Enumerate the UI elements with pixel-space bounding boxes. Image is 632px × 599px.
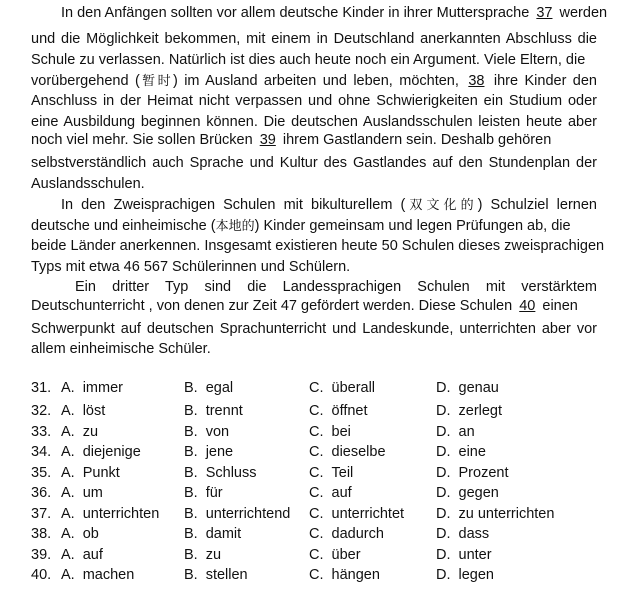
question-row xyxy=(31,524,611,544)
option-b[interactable]: B. zu xyxy=(184,547,222,563)
question-number: 36. xyxy=(31,485,52,501)
option-c[interactable]: C. bei xyxy=(309,424,351,440)
passage-line-4: vorübergehend (暂时) im Ausland arbeiten und leben, möchten, 38 ihre Kinder den xyxy=(31,73,597,89)
passage-line-1: In den Anfängen sollten vor allem deutsche Kinder in ihrer Muttersprache 37 werden xyxy=(61,5,608,21)
option-d[interactable]: D. Prozent xyxy=(436,465,509,481)
option-c[interactable]: C. öffnet xyxy=(309,403,368,419)
passage-line-11: deutsche und einheimische (本地的) Kinder gemeinsam und legen Prüfungen ab, die xyxy=(31,218,571,234)
option-d[interactable]: D. zerlegt xyxy=(436,403,503,419)
option-a[interactable]: A. diejenige xyxy=(61,444,141,460)
option-a[interactable]: A. auf xyxy=(61,547,103,563)
question-number: 32. xyxy=(31,403,52,419)
question-number: 31. xyxy=(31,380,52,396)
question-row xyxy=(31,545,611,565)
passage-line-3: Schule zu verlassen. Natürlich ist dies auch heute noch ein Argument. Viele Eltern, die xyxy=(31,52,586,68)
blank-37: 37 xyxy=(536,5,553,21)
option-b[interactable]: B. damit xyxy=(184,526,242,542)
option-c[interactable]: C. über xyxy=(309,547,361,563)
question-number: 33. xyxy=(31,424,52,440)
blank-38: 38 xyxy=(468,73,485,89)
option-c[interactable]: C. dieselbe xyxy=(309,444,386,460)
option-a[interactable]: A. zu xyxy=(61,424,99,440)
option-a[interactable]: A. um xyxy=(61,485,103,501)
passage-line-16: Schwerpunkt auf deutschen Sprachunterricht und Landeskunde, unterrichten aber vor xyxy=(31,321,597,337)
question-row xyxy=(31,401,611,421)
option-b[interactable]: B. Schluss xyxy=(184,465,257,481)
question-row xyxy=(31,463,611,483)
option-d[interactable]: D. legen xyxy=(436,567,494,583)
passage-line-14: Ein dritter Typ sind die Landessprachigen Schulen mit verstärktem xyxy=(75,279,597,295)
passage-line-2: und die Möglichkeit bekommen, mit einem in Deutschland anerkannten Abschluss die xyxy=(31,31,597,47)
option-c[interactable]: C. Teil xyxy=(309,465,354,481)
question-number: 35. xyxy=(31,465,52,481)
passage-line-6: eine Ausbildung beginnen können. Die deutschen Auslandsschulen leisten heute aber xyxy=(31,114,597,130)
option-d[interactable]: D. unter xyxy=(436,547,492,563)
option-d[interactable]: D. genau xyxy=(436,380,499,396)
passage-line-9: Auslandsschulen. xyxy=(31,176,145,192)
question-number: 34. xyxy=(31,444,52,460)
option-d[interactable]: D. zu unterrichten xyxy=(436,506,555,522)
option-c[interactable]: C. überall xyxy=(309,380,376,396)
passage-line-10: In den Zweisprachigen Schulen mit bikulturellem (双文化的) Schulziel lernen xyxy=(61,197,597,213)
option-a[interactable]: A. Punkt xyxy=(61,465,120,481)
option-c[interactable]: C. unterrichtet xyxy=(309,506,405,522)
option-b[interactable]: B. egal xyxy=(184,380,234,396)
option-b[interactable]: B. von xyxy=(184,424,230,440)
question-number: 38. xyxy=(31,526,52,542)
question-number: 39. xyxy=(31,547,52,563)
passage-line-5: Anschluss in der Heimat nicht verpassen und ohne Schwierigkeiten ein Studium oder xyxy=(31,93,597,109)
chinese-gloss: 暂时 xyxy=(139,74,173,89)
blank-40: 40 xyxy=(519,298,536,314)
blank-39: 39 xyxy=(259,132,276,148)
question-row xyxy=(31,565,611,585)
passage-line-15: Deutschunterricht , von denen zur Zeit 47 gefördert werden. Diese Schulen 40 einen xyxy=(31,298,578,314)
option-c[interactable]: C. hängen xyxy=(309,567,380,583)
option-b[interactable]: B. für xyxy=(184,485,223,501)
option-a[interactable]: A. machen xyxy=(61,567,135,583)
option-d[interactable]: D. an xyxy=(436,424,475,440)
option-b[interactable]: B. trennt xyxy=(184,403,243,419)
chinese-gloss: 本地的 xyxy=(215,219,255,234)
option-d[interactable]: D. eine xyxy=(436,444,486,460)
question-number: 37. xyxy=(31,506,52,522)
question-row xyxy=(31,378,611,398)
chinese-gloss: 双文化的 xyxy=(405,198,478,213)
passage-line-7: noch viel mehr. Sie sollen Brücken 39 ihrem Gastlandern sein. Deshalb gehören xyxy=(31,132,552,148)
option-c[interactable]: C. auf xyxy=(309,485,352,501)
option-b[interactable]: B. jene xyxy=(184,444,234,460)
option-c[interactable]: C. dadurch xyxy=(309,526,384,542)
passage-line-13: Typs mit etwa 46 567 Schülerinnen und Schülern. xyxy=(31,259,351,275)
question-number: 40. xyxy=(31,567,52,583)
option-a[interactable]: A. löst xyxy=(61,403,106,419)
passage-line-12: beide Länder anerkennen. Insgesamt existieren heute 50 Schulen dieses zweisprachigen xyxy=(31,238,605,254)
option-b[interactable]: B. stellen xyxy=(184,567,248,583)
option-a[interactable]: A. ob xyxy=(61,526,99,542)
question-row xyxy=(31,422,611,442)
option-d[interactable]: D. gegen xyxy=(436,485,499,501)
option-a[interactable]: A. unterrichten xyxy=(61,506,160,522)
option-b[interactable]: B. unterrichtend xyxy=(184,506,291,522)
question-row xyxy=(31,442,611,462)
question-row xyxy=(31,504,611,524)
passage-line-17: allem einheimische Schüler. xyxy=(31,341,211,357)
option-d[interactable]: D. dass xyxy=(436,526,490,542)
question-row xyxy=(31,483,611,503)
option-a[interactable]: A. immer xyxy=(61,380,123,396)
passage-line-8: selbstverständlich auch Sprache und Kultur des Gastlandes auf den Stundenplan der xyxy=(31,155,597,171)
